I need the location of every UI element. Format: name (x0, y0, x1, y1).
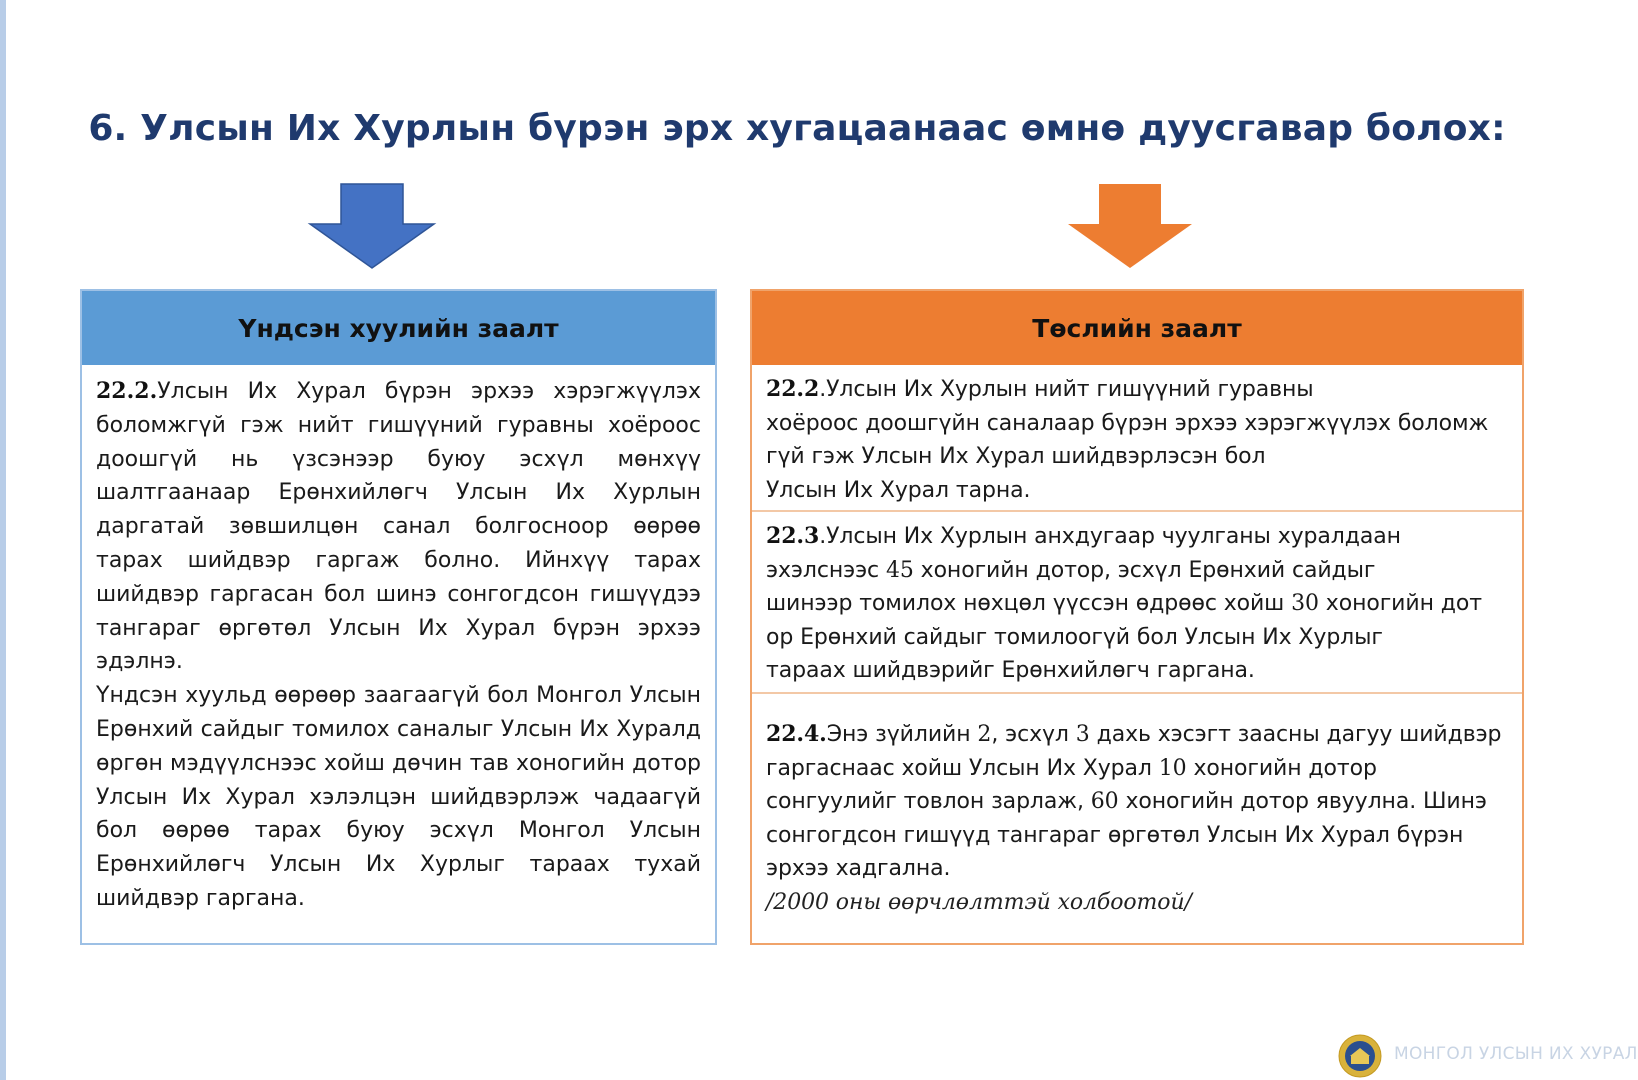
constitution-clause-body (82, 365, 715, 916)
slide-title: 6. Улсын Их Хурлын бүрэн эрх хугацаанаас өмнө дуусгавар болох: (88, 108, 1506, 149)
down-arrow-icon (1068, 184, 1194, 270)
constitution-clause-header: Үндсэн хуулийн заалт (82, 291, 715, 365)
down-arrow-icon (310, 184, 436, 270)
clause-text: Улсын Их Хурал бүрэн эрхээ хэрэгжүүлэх боломжгүй гэж нийт гишүүний гуравны хоёроос доошгүй нь үзсэнээр буюу эсхүл мөнхүү шалтгаанаар Ерөнхийлөгч Улсын Их Хурлын даргатай зөвшилцөн санал болгосноор өөрөө тарах шийдвэр гаргаж болно. Ийнхүү тарах шийдвэр гаргасан бол шинэ сонгогдсон гишүүдээ тангараг өргөтөл Улсын Их Хурал бүрэн эрхээ эдэлнэ. (96, 379, 701, 675)
draft-clause-panel (750, 289, 1524, 945)
clause-line: эрхээ хадгална. (766, 856, 951, 882)
slide-left-edge (0, 0, 6, 1080)
clause-number: 22.2 (766, 376, 820, 402)
clause-line: шинээр томилох нөхцөл үүссэн өдрөөс хойш 30 хоногийн дот (766, 591, 1482, 617)
clause-22-2-paragraph (96, 375, 701, 679)
clause-number: 22.4. (766, 721, 827, 747)
parliament-emblem-icon (1338, 1034, 1382, 1078)
draft-clause-header: Төслийн заалт (752, 291, 1522, 365)
clause-line: сонгогдсон гишүүд тангараг өргөтөл Улсын Их Хурал бүрэн (766, 822, 1464, 848)
draft-clause-22-3 (752, 512, 1522, 694)
constitution-clause-panel (80, 289, 717, 945)
clause-number: 22.3 (766, 523, 820, 549)
clause-line: .Улсын Их Хурлын нийт гишүүний гуравны (819, 377, 1314, 402)
amendment-note: /2000 оны өөрчлөлттэй холбоотой/ (766, 889, 1192, 915)
clause-line: эхэлснээс 45 хоногийн дотор, эсхүл Ерөнхий сайдыг (766, 557, 1376, 583)
clause-line: тараах шийдвэрийг Ерөнхийлөгч гаргана. (766, 658, 1255, 684)
draft-clause-22-2 (752, 365, 1522, 512)
clause-number: 22.2. (96, 378, 158, 404)
clause-line: Улсын Их Хурал тарна. (766, 477, 1031, 503)
footer-organization-name: МОНГОЛ УЛСЫН ИХ ХУРАЛ (1394, 1044, 1638, 1064)
clause-line: .Улсын Их Хурлын анхдугаар чуулганы хуралдаан (819, 524, 1401, 549)
draft-clause-22-4: 22.4.Энэ зүйлийн 2, эсхүл 3 дахь хэсэгт заасны дагуу шийдвэр гаргаснаас хойш Улсын Их Хурал 10 хоногийн дотор сонгуулийг товлон зарлаж, 60 хоногийн дотор явуулна. Шинэ сонгогдсон гишүүд тангараг өргөтөл Улсын Их Хурал бүрэн эрхээ хадгална. /2000 оны өөрчлөлттэй холбоотой/ (752, 694, 1522, 920)
clause-line: гаргаснаас хойш Улсын Их Хурал 10 хоногийн дотор (766, 755, 1377, 781)
clause-line: ор Ерөнхий сайдыг томилоогүй бол Улсын Их Хурлыг (766, 624, 1383, 650)
clause-line: хоёроос доошгүйн саналаар бүрэн эрхээ хэрэгжүүлэх боломж (766, 410, 1489, 436)
clause-continuation-paragraph: Үндсэн хуульд өөрөөр заагаагүй бол Монгол Улсын Ерөнхий сайдыг томилох саналыг Улсын Их Хуралд өргөн мэдүүлснээс хойш дөчин тав хоногийн дотор Улсын Их Хурал хэлэлцэн шийдвэрлэж чадаагүй бол өөрөө тарах буюу эсхүл Монгол Улсын Ерөнхийлөгч Улсын Их Хурлыг тараах тухай шийдвэр гаргана. (96, 683, 701, 911)
clause-line: сонгуулийг товлон зарлаж, 60 хоногийн дотор явуулна. Шинэ (766, 789, 1487, 815)
clause-line: гүй гэж Улсын Их Хурал шийдвэрлэсэн бол (766, 444, 1266, 470)
